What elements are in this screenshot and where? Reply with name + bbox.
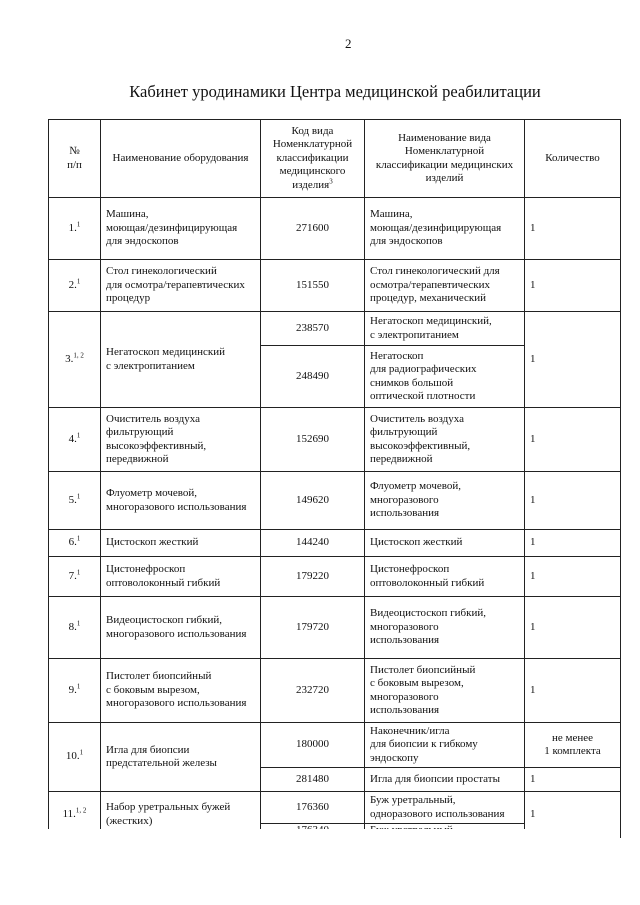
row-equipment: Пистолет биопсийный с боковым вырезом, многоразового использования: [101, 659, 261, 723]
row-num-footnote: 1: [76, 534, 81, 543]
row-num-text: 5.: [68, 493, 77, 506]
row-num-text: 8.: [68, 620, 77, 633]
row-num: [49, 260, 101, 312]
row-num-text: 6.: [68, 536, 77, 549]
row-num: [49, 408, 101, 472]
table-row: [49, 792, 621, 824]
row-kind: Видеоцистоскоп гибкий, многоразового использования: [365, 597, 525, 659]
row-num: [49, 597, 101, 659]
row-kind: Пистолет биопсийный с боковым вырезом, многоразового использования: [365, 659, 525, 723]
row-qty: 1: [525, 768, 621, 792]
row-num-footnote: 1: [76, 277, 81, 286]
header-equipment: Наименование оборудования: [101, 120, 261, 198]
table-row: [49, 659, 621, 723]
row-code: 281480: [261, 768, 365, 792]
row-kind: Цистонефроскоп оптоволоконный гибкий: [365, 557, 525, 597]
row-equipment: Флуометр мочевой, многоразового использования: [101, 472, 261, 530]
header-code-text: Код вида Номенклатурной классификации медицинского изделия: [272, 124, 353, 191]
row-code: 144240: [261, 530, 365, 557]
row-num-footnote: 1, 2: [75, 806, 87, 815]
row-kind: Буж уретральный, одноразового использования: [365, 792, 525, 824]
row-equipment: Игла для биопсии предстательной железы: [101, 723, 261, 792]
header-num: № п/п: [49, 120, 101, 198]
row-num-text: 10.: [65, 750, 80, 763]
row-kind: Негатоскоп медицинский, с электропитанием: [365, 312, 525, 346]
table-row: [49, 408, 621, 472]
table-row: [49, 530, 621, 557]
row-qty: 1: [525, 792, 621, 838]
header-code-footnote: 3: [329, 176, 333, 185]
row-qty: 1: [525, 530, 621, 557]
row-equipment: Машина, моющая/дезинфицирующая для эндоскопов: [101, 198, 261, 260]
row-num-footnote: 1: [76, 220, 81, 229]
row-num: [49, 557, 101, 597]
row-kind: Очиститель воздуха фильтрующий высокоэффективный, передвижной: [365, 408, 525, 472]
row-equipment: Негатоскоп медицинский с электропитанием: [101, 312, 261, 408]
table-row: [49, 198, 621, 260]
row-equipment: Стол гинекологический для осмотра/терапевтических процедур: [101, 260, 261, 312]
table-row: [49, 597, 621, 659]
row-code: 176360: [261, 792, 365, 824]
row-kind: Игла для биопсии простаты: [365, 768, 525, 792]
row-kind: Цистоскоп жесткий: [365, 530, 525, 557]
row-num-text: 11.: [62, 808, 76, 821]
row-qty: 1: [525, 408, 621, 472]
table-row: [49, 557, 621, 597]
row-kind: Машина, моющая/дезинфицирующая для эндоскопов: [365, 198, 525, 260]
table-row: [49, 260, 621, 312]
row-code: 149620: [261, 472, 365, 530]
row-num-footnote: 1: [76, 619, 81, 628]
row-num: [49, 198, 101, 260]
row-equipment: Цистоскоп жесткий: [101, 530, 261, 557]
header-qty: Количество: [525, 120, 621, 198]
row-num-footnote: 1: [76, 492, 81, 501]
row-qty: 1: [525, 260, 621, 312]
row-code: 151550: [261, 260, 365, 312]
row-kind: Флуометр мочевой, многоразового использования: [365, 472, 525, 530]
row-num-text: 1.: [68, 221, 77, 234]
row-num-text: 3.: [65, 352, 74, 365]
page-title: Кабинет уродинамики Центра медицинской реабилитации: [129, 82, 541, 101]
row-kind: Стол гинекологический для осмотра/терапевтических процедур, механический: [365, 260, 525, 312]
row-code: 152690: [261, 408, 365, 472]
row-qty: 1: [525, 659, 621, 723]
row-num-footnote: 1: [76, 568, 81, 577]
row-code: 248490: [261, 346, 365, 408]
row-num-footnote: 1: [76, 431, 81, 440]
table-row: [49, 472, 621, 530]
row-num-footnote: 1, 2: [73, 351, 84, 360]
row-num-footnote: 1: [76, 682, 81, 691]
row-code: 238570: [261, 312, 365, 346]
row-kind: Наконечник/игла для биопсии к гибкому эндоскопу: [365, 723, 525, 768]
row-num: [49, 312, 101, 408]
row-num-footnote: 1: [79, 748, 84, 757]
row-num: [49, 659, 101, 723]
header-kind: Наименование вида Номенклатурной классификации медицинских изделий: [365, 120, 525, 198]
table-row: [49, 723, 621, 768]
row-qty: 1: [525, 472, 621, 530]
row-qty: 1: [525, 198, 621, 260]
row-num-text: 9.: [68, 683, 77, 696]
row-kind: Негатоскоп для радиографических снимков большой оптической плотности: [365, 346, 525, 408]
header-code: [261, 120, 365, 198]
row-num: [49, 472, 101, 530]
row-qty: 1: [525, 312, 621, 408]
row-code: 232720: [261, 659, 365, 723]
row-qty: не менее 1 комплекта: [525, 723, 621, 768]
row-equipment: Очиститель воздуха фильтрующий высокоэффективный, передвижной: [101, 408, 261, 472]
page-bottom-mask: [48, 829, 620, 905]
row-num: [49, 530, 101, 557]
row-equipment: Цистонефроскоп оптоволоконный гибкий: [101, 557, 261, 597]
row-num-text: 7.: [68, 569, 77, 582]
row-code: 179220: [261, 557, 365, 597]
row-equipment: Видеоцистоскоп гибкий, многоразового использования: [101, 597, 261, 659]
equipment-table: [48, 119, 621, 838]
row-num: [49, 723, 101, 792]
row-code: 179720: [261, 597, 365, 659]
row-qty: 1: [525, 557, 621, 597]
row-code: 180000: [261, 723, 365, 768]
table-header-row: [49, 120, 621, 198]
page-number: 2: [345, 36, 352, 51]
row-equipment: Набор уретральных бужей (жестких): [101, 792, 261, 838]
table-row: [49, 312, 621, 346]
row-qty: 1: [525, 597, 621, 659]
row-num-text: 2.: [68, 278, 77, 291]
row-code: 271600: [261, 198, 365, 260]
row-num-text: 4.: [68, 432, 77, 445]
